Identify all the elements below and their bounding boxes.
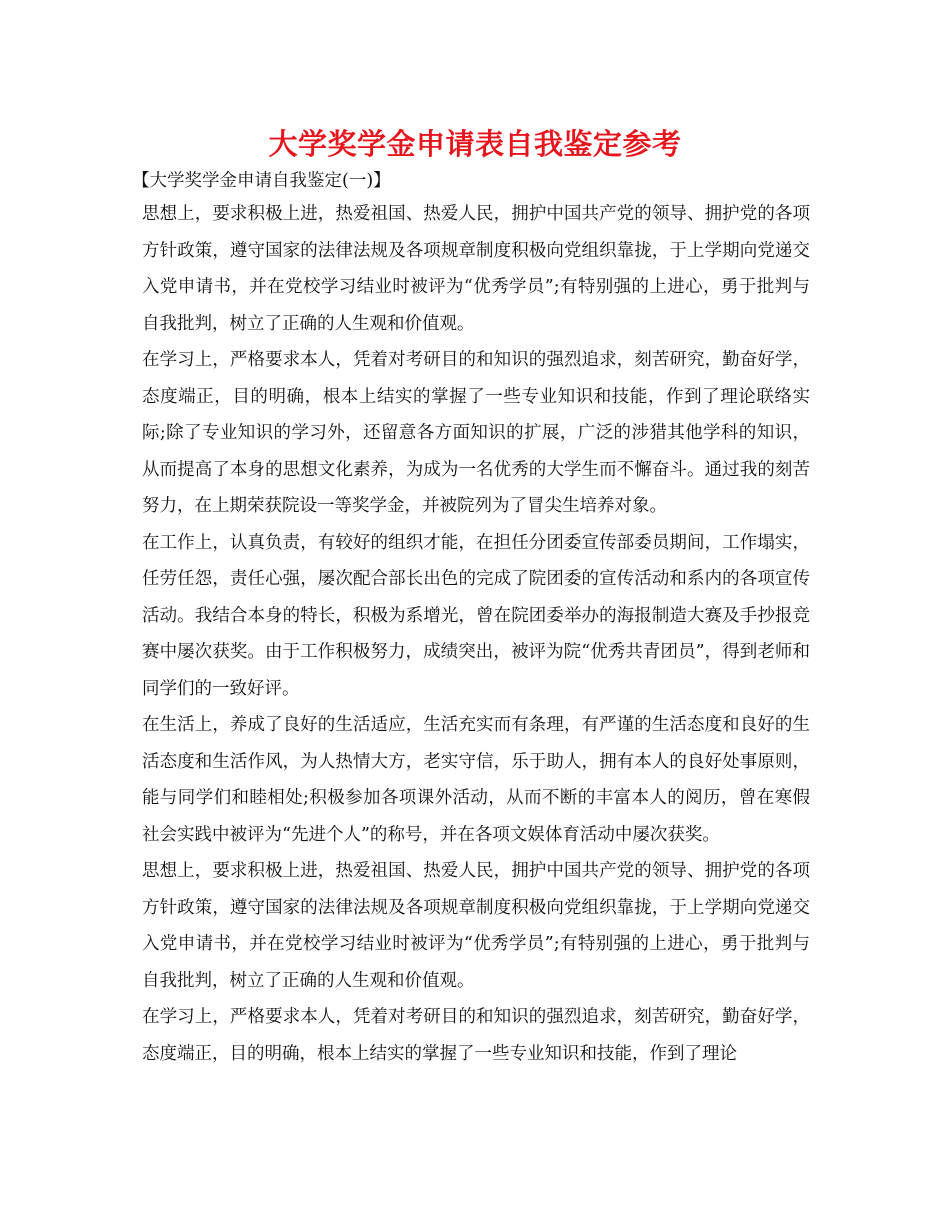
paragraph-study-repeat: 在学习上，严格要求本人，凭着对考研目的和知识的强烈追求，刻苦研究，勤奋好学，态度端正，目的明确，根本上结实的掌握了一些专业知识和技能，作到了理论 xyxy=(142,1007,810,1064)
paragraph-life: 在生活上，养成了良好的生活适应，生活充实而有条理，有严谨的生活态度和良好的生活态度和生活作风，为人热情大方，老实守信，乐于助人，拥有本人的良好处事原则，能与同学们和睦相处;积极参加各项课外活动，从而不断的丰富本人的阅历，曾在寒假社会实践中被评为“先进个人”的称号，并在各项文娱体育活动中屡次获奖。 xyxy=(142,715,810,845)
paragraph-ideology-repeat: 思想上，要求积极上进，热爱祖国、热爱人民，拥护中国共产党的领导、拥护党的各项方针政策，遵守国家的法律法规及各项规章制度积极向党组织靠拢，于上学期向党递交入党申请书，并在党校学习结业时被评为“优秀学员”;有特别强的上进心，勇于批判与自我批判，树立了正确的人生观和价值观。 xyxy=(142,861,810,991)
page-title: 大学奖学金申请表自我鉴定参考 xyxy=(268,127,682,161)
paragraph-work: 在工作上，认真负责，有较好的组织才能，在担任分团委宣传部委员期间，工作塌实，任劳任怨，责任心强，屡次配合部长出色的完成了院团委的宣传活动和系内的各项宣传活动。我结合本身的特长，积极为系增光，曾在院团委举办的海报制造大赛及手抄报竞赛中屡次获奖。由于工作积极努力，成绩突出，被评为院“优秀共青团员”，得到老师和同学们的一致好评。 xyxy=(142,532,810,699)
section-heading: 【大学奖学金申请自我鉴定(一)】 xyxy=(132,171,391,191)
document-body xyxy=(142,196,810,1072)
paragraph-study: 在学习上，严格要求本人，凭着对考研目的和知识的强烈追求，刻苦研究，勤奋好学，态度端正，目的明确，根本上结实的掌握了一些专业知识和技能，作到了理论联络实际;除了专业知识的学习外，还留意各方面知识的扩展，广泛的涉猎其他学科的知识，从而提高了本身的思想文化素养，为成为一名优秀的大学生而不懈奋斗。通过我的刻苦努力，在上期荣获院设一等奖学金，并被院列为了冒尖生培养对象。 xyxy=(142,350,810,516)
paragraph-ideology: 思想上，要求积极上进，热爱祖国、热爱人民，拥护中国共产党的领导、拥护党的各项方针政策，遵守国家的法律法规及各项规章制度积极向党组织靠拢，于上学期向党递交入党申请书，并在党校学习结业时被评为“优秀学员”;有特别强的上进心，勇于批判与自我批判，树立了正确的人生观和价值观。 xyxy=(142,204,810,334)
